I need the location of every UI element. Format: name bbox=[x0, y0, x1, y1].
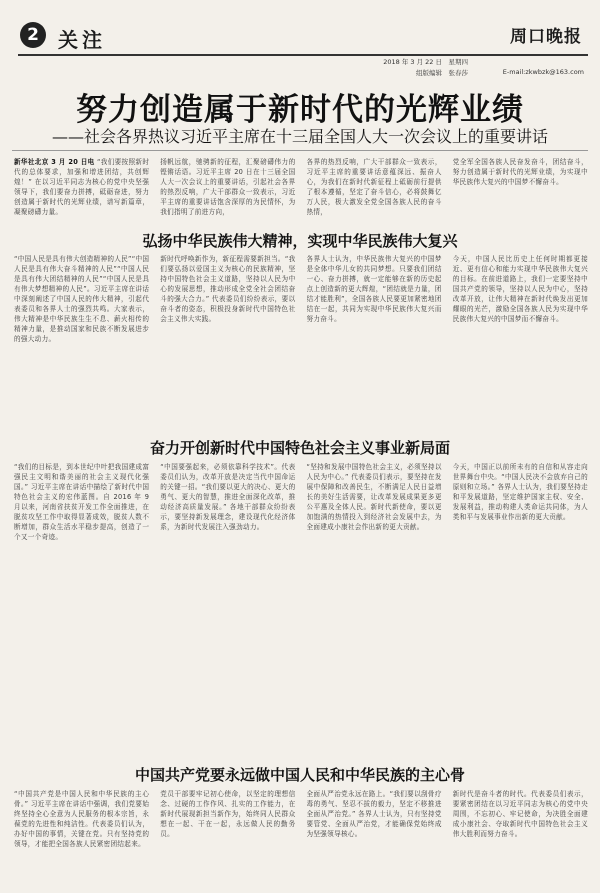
paper-name: 周口晚报 bbox=[510, 27, 582, 47]
page-number: 2 bbox=[20, 22, 46, 48]
article-column: 各界的热烈反响，广大干部群众一致表示，习近平主席的重要讲话意蕴深远、振奋人心，为我们在新时代新征程上砥砺前行提供了根本遵循，坚定了奋斗信心，必将鼓舞亿万人民，极大激发全党全国各族人民的奋斗热情， bbox=[306, 158, 442, 216]
issue-date: 2018 年 3 月 22 日 星期四 bbox=[383, 58, 468, 66]
article-column: 新时代是奋斗者的时代。代表委员们表示，要紧密团结在以习近平同志为核心的党中央周围，不忘初心、牢记使命，为决胜全面建成小康社会、夺取新时代中国特色社会主义伟大胜利而努力奋斗。 bbox=[452, 790, 588, 838]
section-text bbox=[14, 462, 588, 748]
article-column: 扬帆远航，驰骋新的征程，汇聚磅礴伟力的铿锵话语。习近平主席 20 日在十三届全国人大一次会议上的重要讲话，引起社会各界的热烈反响，广大干部群众一致表示，习近平主席的重要讲话饱含深厚的为民情怀，为我们指明了前进方向， bbox=[160, 158, 296, 216]
article-column: “中国人民是具有伟大创造精神的人民”“中国人民是具有伟大奋斗精神的人民”“中国人民是具有伟大团结精神的人民”“中国人民是具有伟大梦想精神的人民”。习近平主席在讲话中深刻阐述了中国人民的伟大精神，引起代表委员和各界人士的强烈共鸣。大家表示，伟大精神是中华民族生生不息、薪火相传的精神力量，是推动国家和民族不断发展进步的强大动力。 bbox=[14, 255, 150, 343]
contact-email: E-mail:zkwbzk@163.com bbox=[502, 68, 584, 76]
article-column: “坚持和发展中国特色社会主义，必须坚持以人民为中心。” 代表委员们表示，要坚持在发展中保障和改善民生，不断满足人民日益增长的美好生活需要，让改革发展成果更多更公平惠及全体人民。新时代新使命，要以更加饱满的热情投入到经济社会发展中去，为全面建成小康社会作出新的更大贡献。 bbox=[306, 463, 442, 531]
page-header bbox=[18, 16, 588, 77]
article-column: 各界人士认为，中华民族伟大复兴的中国梦是全体中华儿女的共同梦想。只要我们团结一心、奋力拼搏，就一定能够在新的历史起点上创造新的更大辉煌，“团结就是力量，团结才能胜利”，全国各族人民要更加紧密地团结在一起，共同为实现中华民族伟大复兴而努力奋斗。 bbox=[306, 255, 442, 323]
article-column: 党全军全国各族人民奋发奋斗，团结奋斗，努力创造属于新时代的光辉业绩，为实现中华民族伟大复兴的中国梦不懈奋斗。 bbox=[452, 158, 588, 186]
section-name: 关注 bbox=[58, 28, 106, 52]
section-heading: 中国共产党要永远做中国人民和中华民族的主心骨 bbox=[134, 766, 465, 784]
header-rule bbox=[18, 54, 588, 56]
section-heading: 奋力开创新时代中国特色社会主义事业新局面 bbox=[149, 439, 450, 457]
headline: 努力创造属于新时代的光辉业绩 bbox=[76, 92, 524, 128]
editor-credit: 组版编辑 张春莎 bbox=[416, 69, 468, 77]
dateline: 新华社北京 3 月 20 日电 bbox=[14, 158, 95, 166]
article-column: 全面从严治党永远在路上。“我们要以刮骨疗毒的勇气、坚忍不拔的毅力，坚定不移推进全面从严治党。” 各界人士认为，只有坚持党要管党、全面从严治党，才能确保党始终成为坚强领导核心。 bbox=[306, 790, 442, 838]
section-heading: 弘扬中华民族伟大精神，实现中华民族伟大复兴 bbox=[142, 232, 458, 250]
section-text bbox=[14, 254, 588, 414]
article-column: 今天，中国人民比历史上任何时期都更接近、更有信心和能力实现中华民族伟大复兴的目标。在前进道路上，我们一定要坚持中国共产党的领导，坚持以人民为中心，坚持改革开放，让伟大精神在新时代焕发出更加耀眼的光芒，激励全国各族人民为实现中华民族伟大复兴的中国梦而不懈奋斗。 bbox=[452, 255, 588, 323]
article-column: “中国要强起来，必须依靠科学技术”。代表委员们认为，改革开放是决定当代中国命运的关键一招。“我们要以更大的决心、更大的勇气、更大的智慧，推进全面深化改革，推动经济高质量发展。” 各地干部群众纷纷表示，要坚持新发展理念，建设现代化经济体系，为新时代发展注入强劲动力。 bbox=[160, 463, 296, 531]
article-column: 党员干部要牢记初心使命，以坚定的理想信念、过硬的工作作风、扎实的工作能力，在新时代展现新担当新作为，始终同人民群众想在一起、干在一起，永远做人民的勤务员。 bbox=[160, 790, 296, 838]
article-column: 新华社北京 3 月 20 日电 “我们要按照新时代的总体要求，加强和增进团结，共创辉煌！” 在以习近平同志为核心的党中央坚强领导下，我们要奋力拼搏，砥砺奋进，努力创造属于新时代的光辉业绩，谱写新篇章，凝聚磅礴力量。 bbox=[14, 158, 150, 216]
subheadline: ——社会各界热议习近平主席在十三届全国人大一次会议上的重要讲话 bbox=[51, 127, 548, 146]
article-column: 今天，中国正以前所未有的自信和从容走向世界舞台中央。“中国人民决不会放弃自己的原则和立场。” 各界人士认为，我们要坚持走和平发展道路，坚定维护国家主权、安全、发展利益，推动构建人类命运共同体，为人类和平与发展事业作出新的更大贡献。 bbox=[452, 463, 588, 521]
article-column: “中国共产党是中国人民和中华民族的主心骨。” 习近平主席在讲话中强调，我们党要始终坚持全心全意为人民服务的根本宗旨，永葆党的先进性和纯洁性。代表委员们认为，办好中国的事情，关键在党。只有坚持党的领导，才能把全国各族人民紧密团结起来。 bbox=[14, 790, 150, 848]
divider bbox=[12, 150, 588, 151]
section-text bbox=[14, 789, 588, 885]
article-column: 新时代呼唤新作为，新征程需要新担当。“我们要弘扬以爱国主义为核心的民族精神，坚持中国特色社会主义道路，坚持以人民为中心的发展思想，推动形成全党全社会团结奋斗的强大合力。” 代表委员们纷纷表示，要以奋斗者的姿态，积极投身新时代中国特色社会主义伟大实践。 bbox=[160, 255, 296, 323]
intro-text bbox=[14, 157, 588, 217]
article-column: “我们的目标是，到本世纪中叶把我国建成富强民主文明和谐美丽的社会主义现代化强国。” 习近平主席在讲话中描绘了新时代中国特色社会主义的宏伟蓝图。自 2016 年 9 月以来，河南省扶贫开发工作全面推进，在脱贫攻坚工作中取得显著成效，脱贫人数不断增加，群众生活水平稳步提高，创造了一个又一个奇迹。 bbox=[14, 463, 150, 541]
